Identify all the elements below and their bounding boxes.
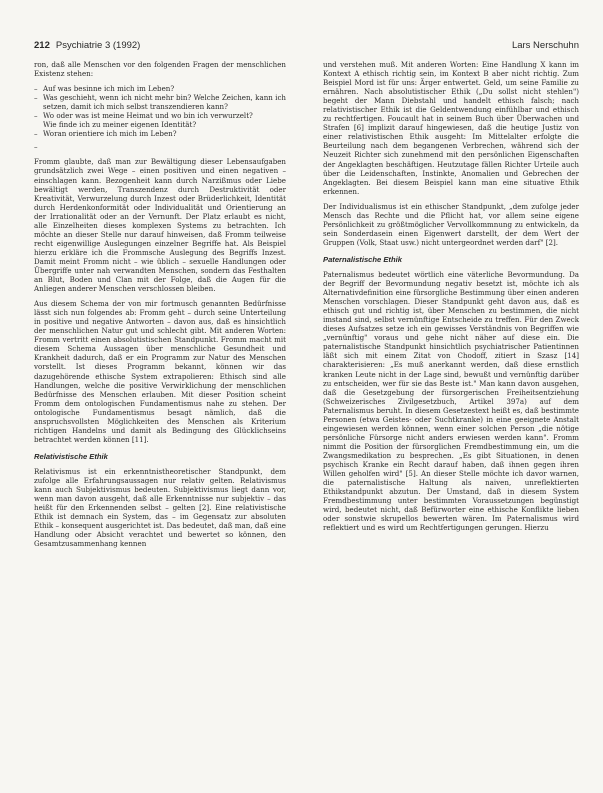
left-column	[34, 60, 286, 554]
header-left	[34, 40, 140, 51]
section-heading: Relativistische Ethik	[34, 451, 108, 461]
question-item: – Woran orientiere ich mich im Leben?	[34, 129, 286, 138]
body-paragraph: Aus diesem Schema der von mir fortmusch genannten Bedürfnisse lässt sich nun folgendes ab: Fromm geht – durch seine Unterteilung in positive und negative Antworten – davon aus, daß es hinsichtlich der menschlichen Natur gut und schlecht gibt. Mit anderen Worten: Fromm vertritt einen absolutistischen Standpunkt. Fromm macht mit diesem Schema Aussagen über menschliche Gesundheit und Krankheit dadurch, daß er ein Programm zur Natur des Menschen vorstellt. Ist dieses Programm bekannt, können wir das dazugehörende ethische System extrapolieren: Ethisch sind alle Handlungen, welche die positive Verwirklichung der menschlichen Bedürfnisse des Menschen erlauben. Mit dieser Position scheint Fromm dem ontologischen Fundamentismus nahe zu stehen. Der ontologische Fundamentismus besagt nämlich, daß die anspruchsvollsten Möglichkeiten des Menschen als Kriterium richtigen Handelns und damit als Bedingung des Glücklichseins betrachtet werden können [11].	[34, 299, 286, 444]
question-item: Wie finde ich zu meiner eigenen Identität?	[43, 120, 197, 130]
question-item: – Was geschieht, wenn ich nicht mehr bin? Welche Zeichen, kann ich setzen, damit ich mich selbst transzendieren kann?	[34, 93, 286, 111]
body-paragraph: Fromm glaubte, daß man zur Bewältigung dieser Lebensaufgaben grundsätzlich zwei Wege – einen positiven und einen negativen – einschlagen kann. Bezogenheit kann durch Narzißmus oder Liebe bewältigt werden, Transzendenz durch Destruktivität oder Kreativität, Verwurzelung durch Inzest oder Brüderlichkeit, Identität durch Herdenkonformität oder Individualität und Orientierung an der Irrationalität oder an der Vernunft. Der Platz erlaubt es nicht, alle Einzelheiten dieses komplexen Systems zu betrachten. Ich möchte an dieser Stelle nur darauf hinweisen, daß Fromm teilweise recht eigenwillige Auslegungen einzelner Begriffe hat. Als Beispiel hierzu erkläre ich die Frommsche Auslegung des Begriffs Inzest. Damit meint Fromm nicht – wie üblich – sexuelle Handlungen oder Übergriffe unter nah verwandten Menschen, sondern das Festhalten an Blut, Boden und Clan mit der Folge, daß die Augen für die Anliegen anderer Menschen verschlossen bleiben.	[34, 157, 286, 294]
body-paragraph: und verstehen muß. Mit anderen Worten: Eine Handlung X kann im Kontext A ethisch richtig sein, im Kontext B aber nicht richtig. Zum Beispiel Mord ist für uns: Ärger entwertet. Geld, um seine Familie zu ernähren. Nach absolutistischer Ethik („Du sollst nicht stehlen") begeht der Mann Diebstahl und handelt ethisch falsch; nach relativistischer Ethik ist die Geldentwendung einfühlbar und ethisch zu rechtfertigen. Foucault hat in seinem Buch über Überwachen und Strafen [6] implizit darauf hingewiesen, daß die heutige Justiz von einer relativistischen Ethik ausgeht: Im Mittelalter erfolgte die Beurteilung nach dem begangenen Verbrechen, während sich der Neuzeit Richter sich zunehmend mit den persönlichen Eigenschaften der Angeklagten beschäftigen. Heutzutage fällen Richter Urteile auch über die Leidenschaften, Instinkte, Anomalien und Gebrechen der Angeklagten. Bei diesem Beispiel kann man eine situative Ethik erkennen.	[323, 60, 579, 196]
page-number: 212	[34, 40, 50, 51]
body-paragraph: Der Individualismus ist ein ethischer Standpunkt, „dem zufolge jeder Mensch das Rechte und die Pflicht hat, vor allem seine eigene Persönlichkeit zu größtmöglicher Vervollkommnung zu entwickeln, da sein Sonderdasein einen Eigenwert darstellt, der dem Wert der Gruppen (Volk, Staat usw.) nicht untergeordnet werden darf" [2].	[323, 201, 579, 247]
right-column	[323, 60, 579, 538]
question-item: – Auf was besinne ich mich im Leben?	[34, 84, 286, 93]
running-header	[34, 40, 579, 54]
question-item: – Wo oder was ist meine Heimat und wo bin ich verwurzelt?	[34, 111, 286, 120]
header-author: Lars Nerschuhn	[511, 40, 579, 51]
intro-paragraph: ron, daß alle Menschen vor den folgenden Fragen der menschlichen Existenz stehen:	[34, 60, 286, 79]
dash-line: –	[34, 142, 38, 152]
body-paragraph: Paternalismus bedeutet wörtlich eine väterliche Bevormundung. Da der Begriff der Bevormundung negativ besetzt ist, möchte ich als Alternativdefinition eine fürsorgliche Bestimmung über einen anderen Menschen vorschlagen. Dieser Standpunkt geht davon aus, daß es ethisch gut und richtig ist, über Menschen zu bestimmen, die nicht imstand sind, selbst vernünftige Entscheide zu treffen. Für den Zweck dieses Aufsatzes setze ich ein gewisses Verständnis von Begriffen wie „vernünftig" voraus und gehe nicht näher auf diese ein. Die paternalistische Standpunkt hinsichtlich psychiatrischer Patientinnen läßt sich mit einem Zitat von Chodoff, zitiert in Szasz [14] charakterisieren: „Es muß anerkannt werden, daß diese ernstlich kranken Leute nicht in der Lage sind, bewußt und vernünftig darüber zu entscheiden, wer für sie das Beste ist." Man kann davon ausgehen, daß die Gesetzgebung der fürsorgerischen Freiheitsentziehung (Schweizerisches Zivilgesetzbuch, Artikel 397a) auf dem Paternalismus beruht. In diesem Gesetzestext heißt es, daß bestimmte Personen (etwa Geistes- oder Suchtkranke) in eine geeignete Anstalt eingewiesen werden können, wenn einer solchen Person „die nötige persönliche Fürsorge nicht anders erwiesen werden kann". Fromm nimmt die Position der fürsorglichen Fremdbestimmung ein, um die Zwangsmedikation zu besprechen. „Es gibt Situationen, in denen psychisch Kranke ein Recht darauf haben, daß ihnen gegen ihren Willen geholfen wird" [5]. An dieser Stelle möchte ich davor warnen, die paternalistische Haltung als naiven, unreflektierten Ethikstandpunkt abzutun. Der Umstand, daß in diesem System Fremdbestimmung unter bestimmten Voraussetzungen begünstigt wird, bedeutet nicht, daß Befürworter eine ethische Konflikte lieben oder sonstwie skrupellos bewerten wären. Im Paternalismus wird reflektiert und es wird um Rechtfertigungen gerungen. Hierzu	[323, 269, 579, 533]
body-paragraph: Relativismus ist ein erkenntnistheoretischer Standpunkt, dem zufolge alle Erfahrungsaussagen nur relativ gelten. Relativismus kann auch Subjektivismus bedeuten. Subjektivismus liegt dann vor, wenn man davon ausgeht, daß alle Erkenntnisse nur subjektiv – das heißt für den Erkennenden selbst – gelten [2]. Eine relativistische Ethik ist demnach ein System, das – im Gegensatz zur absoluten Ethik – konsequent ausgerichtet ist. Das bedeutet, daß man, daß eine Handlung oder Absicht verachtet und bewertet so können, den Gesamtzusammenhang kennen	[34, 466, 286, 549]
section-heading: Paternalistische Ethik	[323, 254, 402, 264]
journal-citation: Psychiatrie 3 (1992)	[55, 40, 141, 51]
question-list	[34, 84, 286, 138]
